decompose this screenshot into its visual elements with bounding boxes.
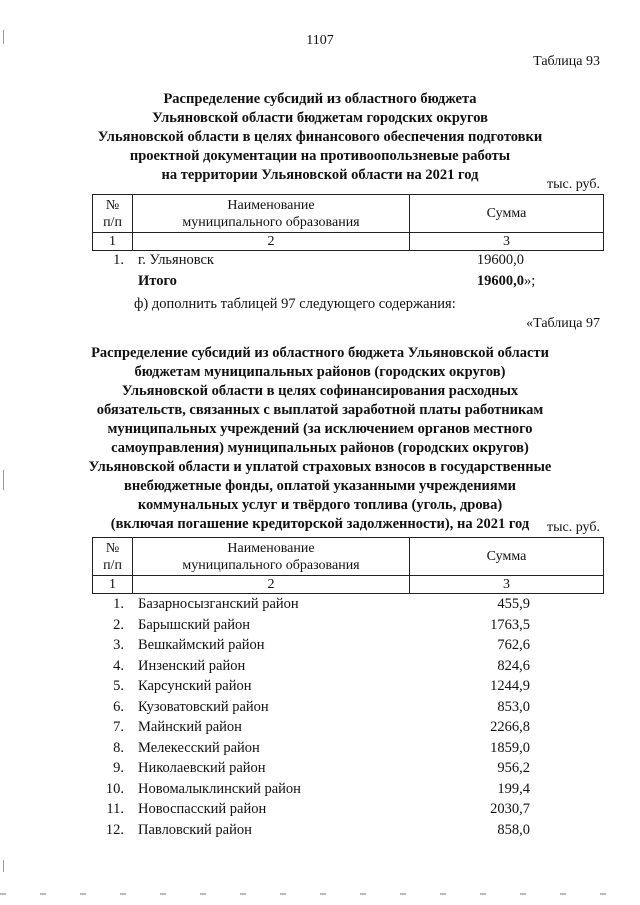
scan-edge-mark bbox=[3, 470, 4, 490]
table-row: 7. Майнский район 2266,8 bbox=[113, 719, 530, 735]
table-row: 11. Новоспасский район 2030,7 bbox=[106, 801, 530, 817]
table-row: 1. г. Ульяновск 19600,0 bbox=[113, 252, 524, 268]
table-total-row bbox=[90, 271, 524, 291]
col-num-header: № п/п bbox=[93, 195, 133, 233]
col-number: 3 bbox=[410, 576, 604, 594]
table-97-unit: тыс. руб. bbox=[547, 520, 600, 535]
table-93-unit: тыс. руб. bbox=[547, 177, 600, 192]
scan-bottom-edge bbox=[0, 893, 640, 895]
table-97-title: Распределение субсидий из областного бюджета Ульяновской области бюджетам муниципальных районов (городских округов) Ульяновской области в целях софинансирования расходных обязательств, связанных с выплатой заработной платы работникам муниципальных учреждений (за исключением органов местного самоуправления) муниципальных районов (городских округов) Ульяновской области и уплатой страховых взносов в государственные внебюджетные фонды, оплатой указанными учреждениями коммунальных услуг и твёрдого топлива (уголь, дрова) (включая погашение кредиторской задолженности), на 2021 год bbox=[88, 345, 552, 532]
col-name-header: Наименование муниципального образования bbox=[133, 195, 410, 233]
table-row: 10. Новомалыклинский район 199,4 bbox=[105, 780, 530, 797]
total-value: 19600,0 bbox=[476, 273, 524, 289]
table-row: 6. Кузоватовский район 853,0 bbox=[113, 698, 530, 715]
table-93-title: Распределение субсидий из областного бюджета Ульяновской области бюджетам городских округов Ульяновской области в целях финансового обеспечения подготовки проектной документации на противоопользневые работы на территории Ульяновской области на 2021 год bbox=[97, 91, 543, 183]
instruction-text: ф) дополнить таблицей 97 следующего содержания: bbox=[134, 296, 456, 312]
table-97-label: «Таблица 97 bbox=[526, 316, 600, 331]
table-93-label: Таблица 93 bbox=[533, 54, 600, 69]
table-93-header bbox=[92, 194, 604, 251]
col-number: 1 bbox=[93, 576, 133, 594]
table-row: 4. Инзенский район 824,6 bbox=[113, 657, 530, 674]
table-row: 9. Николаевский район 956,2 bbox=[113, 760, 530, 776]
table-row: 1. Базарносызганский район 455,9 bbox=[113, 596, 530, 612]
table-row: 2. Барышский район 1763,5 bbox=[113, 616, 530, 633]
table-97-header bbox=[92, 537, 604, 594]
total-label: Итого bbox=[138, 273, 177, 289]
col-number: 3 bbox=[410, 233, 604, 251]
page-number: 1107 bbox=[306, 33, 334, 48]
table-row: 8. Мелекесский район 1859,0 bbox=[113, 739, 530, 756]
col-name-header: Наименование муниципального образования bbox=[133, 538, 410, 576]
col-number: 1 bbox=[93, 233, 133, 251]
col-number: 2 bbox=[133, 576, 410, 594]
col-sum-header: Сумма bbox=[410, 538, 604, 576]
table-row: 5. Карсунский район 1244,9 bbox=[113, 678, 530, 694]
col-number: 2 bbox=[133, 233, 410, 251]
col-sum-header: Сумма bbox=[410, 195, 604, 233]
total-suffix: »; bbox=[524, 273, 536, 289]
table-row: 12. Павловский район 858,0 bbox=[105, 821, 530, 838]
table-row: 3. Вешкаймский район 762,6 bbox=[113, 637, 530, 653]
col-num-header: № п/п bbox=[93, 538, 133, 576]
scan-edge-mark bbox=[3, 860, 4, 872]
